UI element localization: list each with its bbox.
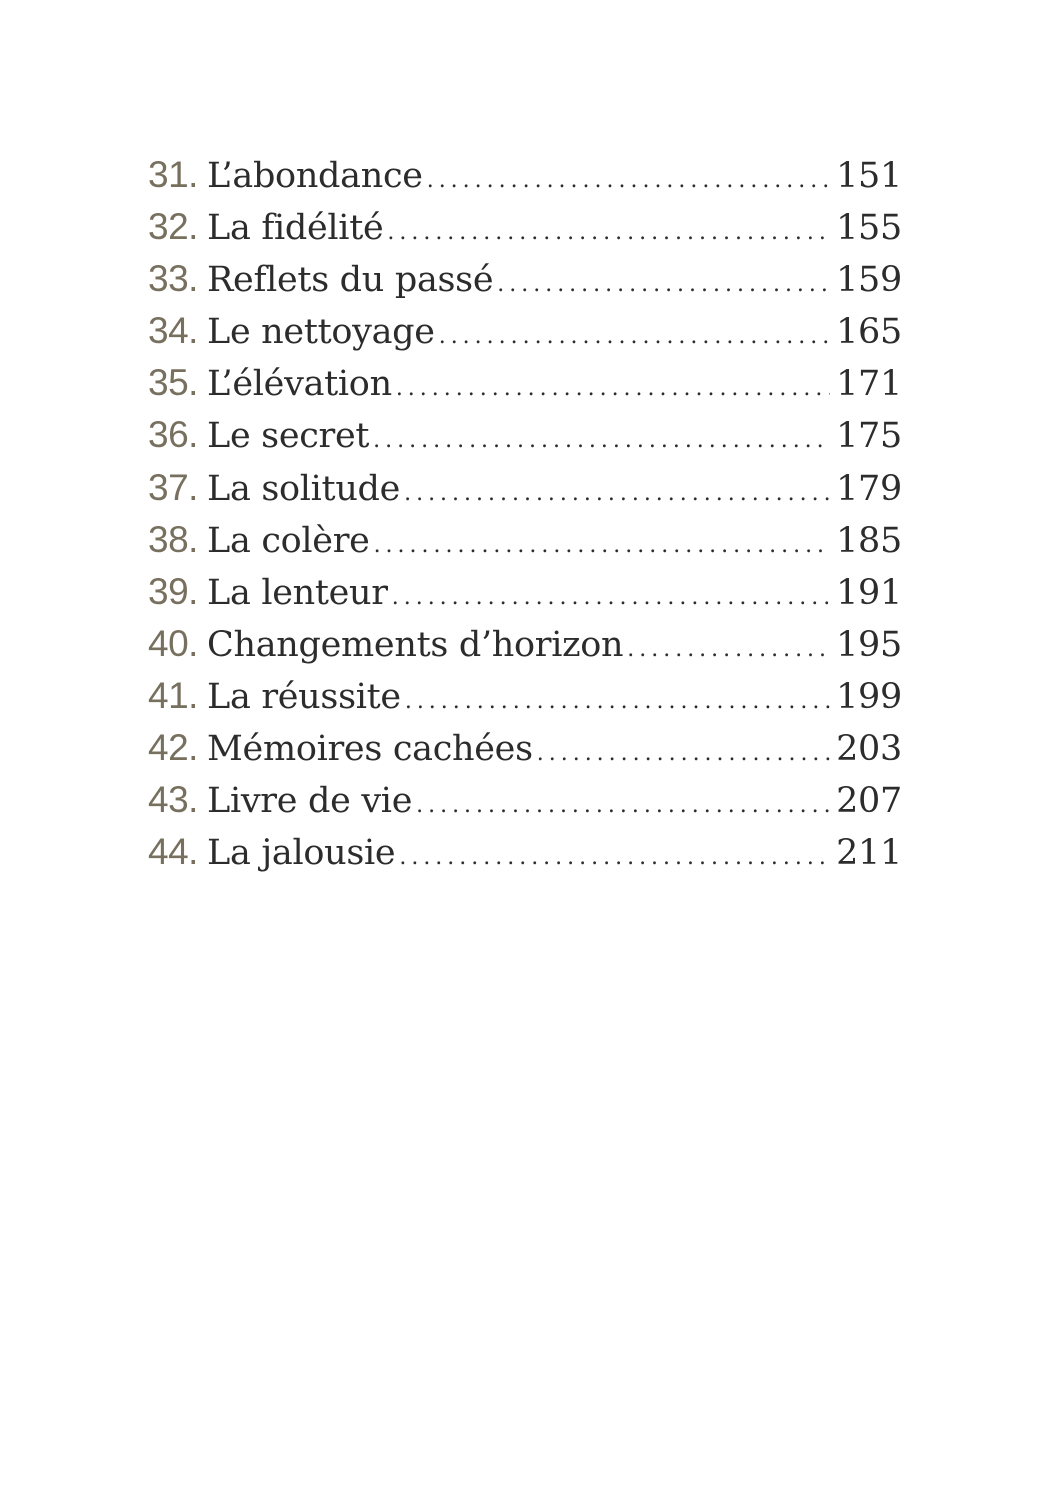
dot-leader: [392, 572, 830, 624]
chapter-title: L’élévation: [207, 364, 392, 405]
chapter-number: 32.: [148, 206, 198, 248]
chapter-number: 33.: [148, 258, 198, 300]
page-number: 171: [836, 364, 902, 405]
page-number: 191: [836, 572, 902, 613]
chapter-title: Mémoires cachées: [207, 729, 533, 770]
page-number: 203: [836, 729, 902, 770]
page-number: 155: [836, 208, 902, 249]
chapter-number: 41.: [148, 674, 198, 716]
page-number: 199: [836, 676, 902, 717]
page-number: 151: [836, 156, 902, 196]
page-number: 159: [836, 260, 902, 301]
chapter-number: 36.: [148, 414, 198, 456]
toc-entry: [148, 514, 902, 566]
page-number: 165: [836, 312, 902, 353]
dot-leader: [537, 728, 830, 780]
chapter-title: Le nettoyage: [207, 312, 435, 353]
toc-entry: [148, 670, 902, 722]
chapter-number: 34.: [148, 310, 198, 352]
toc-entry: [148, 722, 902, 774]
dot-leader: [373, 415, 830, 467]
toc-entry: [148, 201, 902, 253]
toc-entry: [148, 826, 902, 878]
dot-leader: [387, 207, 830, 259]
chapter-number: 31.: [148, 154, 198, 195]
chapter-number: 40.: [148, 622, 198, 664]
toc-entry: [148, 774, 902, 826]
toc-entry: [148, 253, 902, 305]
chapter-number: 42.: [148, 727, 198, 769]
chapter-title: La colère: [207, 520, 370, 561]
dot-leader: [427, 155, 830, 207]
chapter-title: Reflets du passé: [207, 260, 494, 301]
dot-leader: [404, 468, 830, 520]
dot-leader: [627, 624, 830, 676]
page-number: 179: [836, 468, 902, 509]
chapter-title: Changements d’horizon: [207, 624, 624, 665]
toc-entry: [148, 566, 902, 618]
chapter-title: La fidélité: [207, 208, 384, 249]
toc-entry: [148, 305, 902, 357]
chapter-title: Le secret: [207, 416, 370, 457]
dot-leader: [497, 259, 830, 311]
dot-leader: [405, 676, 830, 728]
chapter-title: La jalousie: [207, 833, 396, 874]
page-number: 175: [836, 416, 902, 457]
toc-entry: [148, 149, 902, 201]
page-number: 211: [836, 833, 902, 874]
dot-leader: [396, 363, 830, 415]
chapter-title: La réussite: [207, 676, 401, 717]
dot-leader: [399, 832, 830, 884]
chapter-number: 44.: [148, 831, 198, 873]
page-number: 185: [836, 520, 902, 561]
chapter-title: La lenteur: [207, 572, 388, 613]
dot-leader: [374, 520, 831, 572]
toc-entry: [148, 409, 902, 461]
chapter-number: 39.: [148, 570, 198, 612]
chapter-number: 35.: [148, 362, 198, 404]
page-number: 207: [836, 781, 902, 822]
chapter-title: La solitude: [207, 468, 401, 509]
chapter-number: 43.: [148, 779, 198, 821]
dot-leader: [416, 780, 830, 832]
page-number: 195: [836, 624, 902, 665]
toc-entry: [148, 618, 902, 670]
toc-entry: [148, 357, 902, 409]
chapter-title: L’abondance: [207, 156, 423, 196]
chapter-title: Livre de vie: [207, 781, 413, 822]
table-of-contents: [148, 149, 902, 878]
toc-entry: [148, 462, 902, 514]
dot-leader: [439, 311, 830, 363]
chapter-number: 37.: [148, 466, 198, 508]
chapter-number: 38.: [148, 518, 198, 560]
